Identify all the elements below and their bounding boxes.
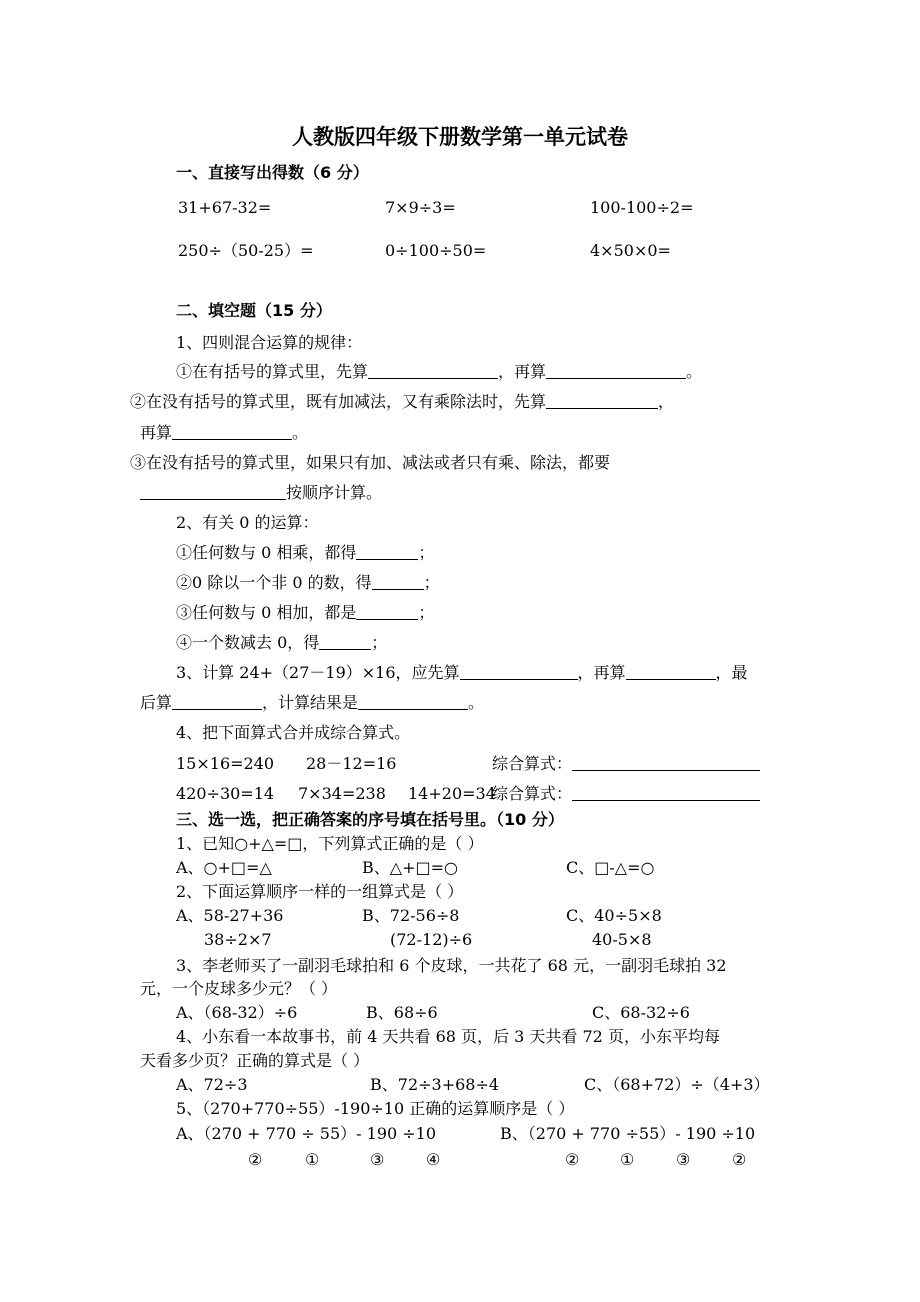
combined-row-1 bbox=[492, 754, 760, 774]
answer-blank[interactable] bbox=[356, 543, 418, 560]
option-b-second: (72-12)÷6 bbox=[390, 930, 473, 949]
combined-label: 综合算式： bbox=[492, 754, 573, 773]
answer-blank[interactable] bbox=[546, 362, 686, 379]
answer-blank[interactable] bbox=[319, 633, 371, 650]
calc-item: 100-100÷2= bbox=[590, 198, 694, 217]
option-a[interactable]: A、72÷3 bbox=[176, 1075, 248, 1094]
page-title: 人教版四年级下册数学第一单元试卷 bbox=[292, 125, 628, 149]
option-c[interactable]: C、40÷5×8 bbox=[566, 906, 662, 925]
option-b[interactable]: B、（270 + 770 ÷55）- 190 ÷10 bbox=[500, 1124, 756, 1143]
rule-text: ， bbox=[658, 392, 675, 411]
option-c[interactable]: C、（68+72）÷（4+3） bbox=[584, 1075, 770, 1094]
zero-text: ③任何数与 0 相加，都是 bbox=[176, 603, 357, 622]
zero-end: ； bbox=[418, 543, 435, 562]
combined-label: 综合算式： bbox=[492, 784, 573, 803]
zero-end: ； bbox=[423, 573, 440, 592]
rule-line-b2 bbox=[140, 423, 308, 443]
order-mark: ② bbox=[248, 1150, 263, 1169]
answer-blank[interactable] bbox=[172, 693, 262, 710]
rule-line-b bbox=[130, 392, 674, 412]
option-c[interactable]: C、68-32÷6 bbox=[592, 1003, 690, 1022]
answer-blank[interactable] bbox=[358, 693, 468, 710]
question-2-4-title: 4、把下面算式合并成综合算式。 bbox=[176, 723, 411, 742]
answer-blank[interactable] bbox=[572, 784, 760, 801]
choice-question-4-line2: 天看多少页？正确的算式是（ ） bbox=[140, 1051, 370, 1070]
zero-text: ④一个数减去 0，得 bbox=[176, 633, 320, 652]
answer-blank[interactable] bbox=[626, 663, 716, 680]
question-2-3-line1 bbox=[176, 663, 748, 683]
zero-end: ； bbox=[418, 603, 435, 622]
order-mark: ③ bbox=[676, 1150, 691, 1169]
rule-text: ，再算 bbox=[498, 362, 547, 381]
answer-blank[interactable] bbox=[372, 573, 424, 590]
option-c[interactable]: C、□-△=○ bbox=[566, 858, 655, 877]
q3-text: ，再算 bbox=[577, 663, 626, 682]
calc-item: 31+67-32= bbox=[178, 198, 272, 217]
question-2-1-title: 1、四则混合运算的规律： bbox=[176, 333, 363, 352]
option-b[interactable]: B、△+□=○ bbox=[362, 858, 458, 877]
answer-blank[interactable] bbox=[368, 362, 498, 379]
rule-text: ②在没有括号的算式里，既有加减法，又有乘除法时，先算 bbox=[130, 392, 547, 411]
rule-line-c: ③在没有括号的算式里，如果只有加、减法或者只有乘、除法，都要 bbox=[130, 453, 611, 472]
rule-text: 按顺序计算。 bbox=[286, 483, 383, 502]
answer-blank[interactable] bbox=[140, 483, 286, 500]
calc-item: 0÷100÷50= bbox=[385, 241, 487, 260]
zero-text: ①任何数与 0 相乘，都得 bbox=[176, 543, 357, 562]
choice-question-3-line2: 元，一个皮球多少元？（ ） bbox=[140, 979, 338, 998]
choice-question-1: 1、已知○+△=□，下列算式正确的是（ ） bbox=[176, 834, 484, 853]
zero-text: ②0 除以一个非 0 的数，得 bbox=[176, 573, 372, 592]
order-mark: ① bbox=[305, 1150, 320, 1169]
option-b[interactable]: B、68÷6 bbox=[366, 1003, 438, 1022]
option-b[interactable]: B、72-56÷8 bbox=[362, 906, 460, 925]
choice-question-2: 2、下面运算顺序一样的一组算式是（ ） bbox=[176, 882, 464, 901]
section-1-heading: 一、直接写出得数（6 分） bbox=[176, 163, 369, 182]
option-a[interactable]: A、○+□=△ bbox=[176, 858, 272, 877]
question-2-2-title: 2、有关 0 的运算： bbox=[176, 513, 319, 532]
calc-item: 7×9÷3= bbox=[385, 198, 456, 217]
section-3-heading: 三、选一选，把正确答案的序号填在括号里。（10 分） bbox=[176, 810, 564, 829]
combined-row-2 bbox=[492, 784, 760, 804]
option-c-second: 40-5×8 bbox=[592, 930, 652, 949]
answer-blank[interactable] bbox=[356, 603, 418, 620]
rule-text: 。 bbox=[292, 423, 309, 442]
expr: 14+20=34 bbox=[408, 784, 496, 803]
option-a[interactable]: A、58-27+36 bbox=[176, 906, 284, 925]
rule-text: ①在有括号的算式里，先算 bbox=[176, 362, 369, 381]
expr: 28－12=16 bbox=[306, 754, 397, 773]
rule-text: 再算 bbox=[140, 423, 173, 442]
calc-item: 250÷（50-25）= bbox=[178, 241, 314, 260]
answer-blank[interactable] bbox=[460, 663, 578, 680]
answer-blank[interactable] bbox=[572, 754, 760, 771]
order-mark: ④ bbox=[426, 1150, 441, 1169]
zero-rule bbox=[176, 543, 434, 563]
option-b[interactable]: B、72÷3+68÷4 bbox=[370, 1075, 500, 1094]
section-2-heading: 二、填空题（15 分） bbox=[176, 301, 332, 320]
order-mark: ② bbox=[732, 1150, 747, 1169]
q3-text: 后算 bbox=[140, 693, 173, 712]
q3-text: ，最 bbox=[715, 663, 748, 682]
zero-end: ； bbox=[371, 633, 388, 652]
choice-question-3-line1: 3、李老师买了一副羽毛球拍和 6 个皮球，一共花了 68 元，一副羽毛球拍 32 bbox=[176, 956, 727, 975]
option-a[interactable]: A、（270 + 770 ÷ 55）- 190 ÷10 bbox=[176, 1124, 437, 1143]
rule-line-c2 bbox=[140, 483, 382, 503]
zero-rule bbox=[176, 603, 434, 623]
calc-item: 4×50×0= bbox=[590, 241, 671, 260]
rule-text: 。 bbox=[686, 362, 703, 381]
answer-blank[interactable] bbox=[172, 423, 292, 440]
expr: 15×16=240 bbox=[176, 754, 275, 773]
q3-text: ，计算结果是 bbox=[262, 693, 359, 712]
expr: 7×34=238 bbox=[298, 784, 386, 803]
order-mark: ① bbox=[620, 1150, 635, 1169]
option-a[interactable]: A、（68-32）÷6 bbox=[176, 1003, 298, 1022]
zero-rule bbox=[176, 633, 387, 653]
zero-rule bbox=[176, 573, 440, 593]
choice-question-5: 5、（270+770÷55）-190÷10 正确的运算顺序是（ ） bbox=[176, 1099, 575, 1118]
order-mark: ③ bbox=[370, 1150, 385, 1169]
choice-question-4-line1: 4、小东看一本故事书，前 4 天共看 68 页，后 3 天共看 72 页，小东平均每 bbox=[176, 1027, 720, 1046]
option-a-second: 38÷2×7 bbox=[204, 930, 272, 949]
order-mark: ② bbox=[565, 1150, 580, 1169]
q3-text: 。 bbox=[468, 693, 485, 712]
q3-text: 3、计算 24+（27－19）×16，应先算 bbox=[176, 663, 460, 682]
question-2-3-line2 bbox=[140, 693, 484, 713]
answer-blank[interactable] bbox=[546, 392, 658, 409]
rule-line-a bbox=[176, 362, 702, 382]
expr: 420÷30=14 bbox=[176, 784, 275, 803]
